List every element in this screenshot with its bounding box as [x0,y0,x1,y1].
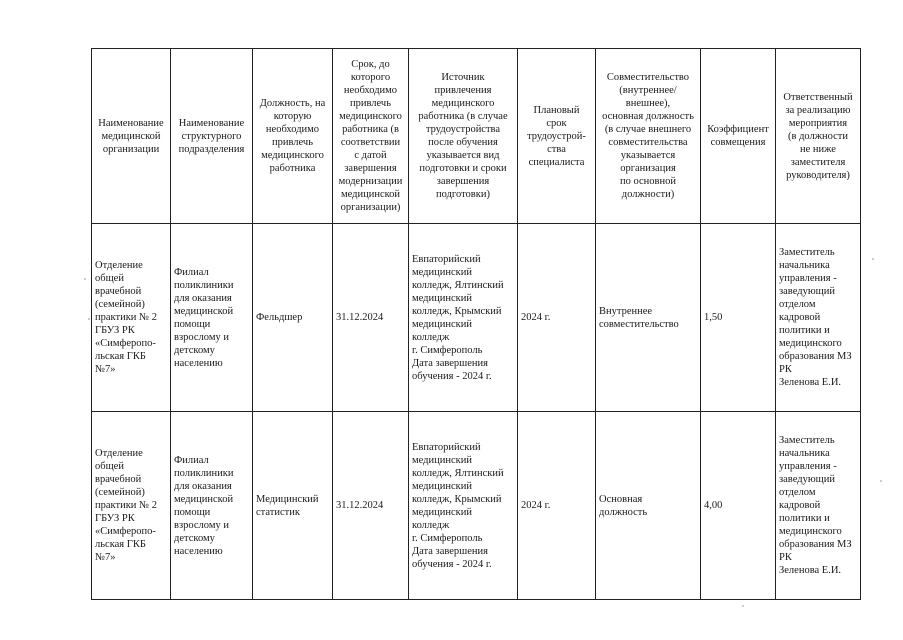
table-cell: Евпаторийский медицинский колледж, Ялтинский медицинский колледж, Крымский медицинский колледж г. Симферополь Дата завершения обучения - 2024 г. [409,412,518,600]
scan-speck [880,480,882,482]
header-cell: Совместительство (внутреннее/ внешнее), основная должность (в случае внешнего совместительства указывается организация по основной должности) [596,49,701,224]
scan-speck [88,318,90,320]
table-cell: Отделение общей врачебной (семейной) практики № 2 ГБУЗ РК «Симферопо- льская ГКБ №7» [92,412,171,600]
table-cell: 1,50 [701,224,776,412]
table-cell: Медицинский статистик [253,412,333,600]
table-row [92,224,861,412]
scan-speck [872,258,874,260]
table-cell: 31.12.2024 [333,412,409,600]
scan-speck [742,605,744,607]
header-cell: Коэффициент совмещения [701,49,776,224]
header-cell: Должность, на которую необходимо привлечь медицинского работника [253,49,333,224]
table-header-row [92,49,861,224]
header-cell: Ответственный за реализацию мероприятия (в должности не ниже заместителя руководителя) [776,49,861,224]
table-cell: Отделение общей врачебной (семейной) практики № 2 ГБУЗ РК «Симферопо- льская ГКБ №7» [92,224,171,412]
table-cell: Заместитель начальника управления - заведующий отделом кадровой политики и медицинского образования МЗ РК Зеленова Е.И. [776,224,861,412]
header-cell: Наименование медицинской организации [92,49,171,224]
staffing-table [91,48,861,600]
table-row [92,412,861,600]
header-cell: Наименование структурного подразделения [171,49,253,224]
table-cell: 4,00 [701,412,776,600]
header-cell: Срок, до которого необходимо привлечь медицинского работника (в соответствии с датой завершения модернизации медицинской организации) [333,49,409,224]
scan-speck [84,278,86,280]
table-cell: Фельдшер [253,224,333,412]
table-cell: Основная должность [596,412,701,600]
table-cell: Филиал поликлиники для оказания медицинской помощи взрослому и детскому населению [171,412,253,600]
table-cell: Евпаторийский медицинский колледж, Ялтинский медицинский колледж, Крымский медицинский колледж г. Симферополь Дата завершения обучения - 2024 г. [409,224,518,412]
table-cell: 2024 г. [518,224,596,412]
table-cell: Внутреннее совместительство [596,224,701,412]
table-cell: 2024 г. [518,412,596,600]
header-cell: Плановый срок трудоустрой- ства специалиста [518,49,596,224]
table-cell: Заместитель начальника управления - заведующий отделом кадровой политики и медицинского образования МЗ РК Зеленова Е.И. [776,412,861,600]
header-cell: Источник привлечения медицинского работника (в случае трудоустройства после обучения указывается вид подготовки и сроки завершения подготовки) [409,49,518,224]
table-cell: Филиал поликлиники для оказания медицинской помощи взрослому и детскому населению [171,224,253,412]
table-cell: 31.12.2024 [333,224,409,412]
